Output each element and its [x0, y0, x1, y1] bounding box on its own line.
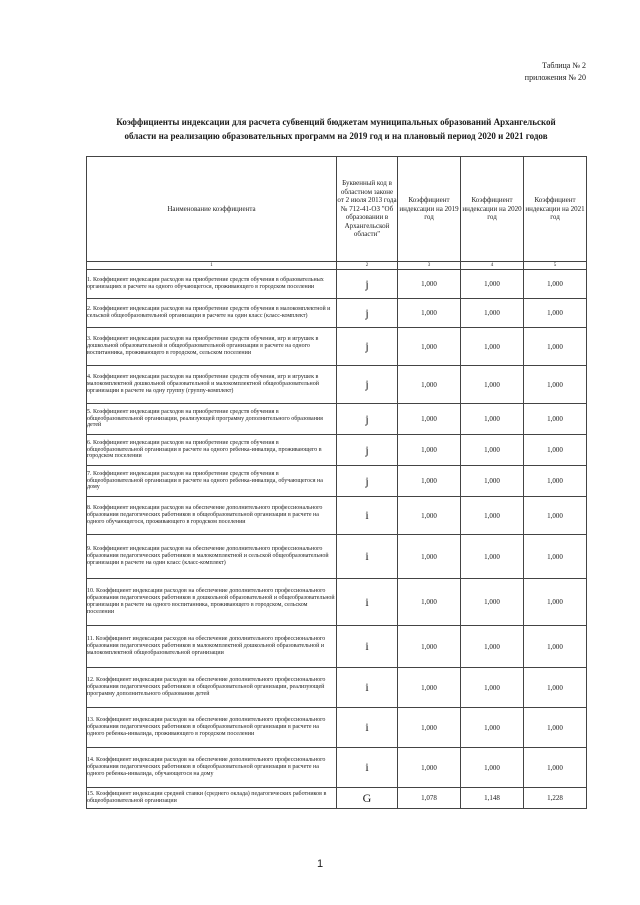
coefficient-name: 3. Коэффициент индексации расходов на приобретение средств обучения, игр и игрушек в дошкольной образовательной и общеобразовательной организации в расчете на одного воспитанника, проживающего в городском, сельском поселении	[87, 328, 337, 366]
column-number: 4	[461, 262, 524, 270]
coefficient-name: 6. Коэффициент индексации расходов на приобретение средств обучения в общеобразовательной организации в расчете на одного ребенка-инвалида, проживающего в городском поселении	[87, 435, 337, 466]
value-2020: 1,000	[461, 626, 524, 668]
table-row	[87, 535, 587, 579]
value-2020: 1,000	[461, 435, 524, 466]
letter-code: j	[337, 270, 398, 299]
coefficient-name: 7. Коэффициент индексации расходов на приобретение средств обучения в общеобразовательной организации в расчете на одного ребенка-инвалида, обучающегося на дому	[87, 466, 337, 497]
column-number: 3	[398, 262, 461, 270]
header-2021: Коэффициент индексации на 2021 год	[524, 157, 587, 262]
table-row	[87, 579, 587, 626]
value-2019: 1,000	[398, 404, 461, 435]
letter-code: i	[337, 535, 398, 579]
value-2021: 1,000	[524, 497, 587, 535]
letter-code: i	[337, 497, 398, 535]
value-2019: 1,000	[398, 497, 461, 535]
value-2021: 1,000	[524, 328, 587, 366]
value-2020: 1,000	[461, 748, 524, 788]
value-2021: 1,000	[524, 626, 587, 668]
coefficient-name: 2. Коэффициент индексации расходов на приобретение средств обучения в малокомплектной и сельской общеобразовательной организации в расчете на один класс (класс-комплект)	[87, 299, 337, 328]
value-2019: 1,000	[398, 328, 461, 366]
header-2020: Коэффициент индексации на 2020 год	[461, 157, 524, 262]
letter-code: j	[337, 435, 398, 466]
value-2020: 1,148	[461, 788, 524, 809]
value-2021: 1,000	[524, 435, 587, 466]
coefficient-name: 8. Коэффициент индексации расходов на обеспечение дополнительного профессионального образования педагогических работников в общеобразовательной организации в расчете на одного обучающегося, проживающего в городском поселении	[87, 497, 337, 535]
coefficient-name: 13. Коэффициент индексации расходов на обеспечение дополнительного профессионального образования педагогических работников в общеобразовательной организации в расчете на одного ребенка-инвалида, проживающего в городском поселении	[87, 708, 337, 748]
column-number: 2	[337, 262, 398, 270]
value-2019: 1,000	[398, 466, 461, 497]
value-2020: 1,000	[461, 299, 524, 328]
appendix-number-label: приложения № 20	[524, 73, 586, 82]
letter-code: i	[337, 579, 398, 626]
value-2021: 1,000	[524, 668, 587, 708]
coefficient-name: 4. Коэффициент индексации расходов на приобретение средств обучения, игр и игрушек в малокомплектной дошкольной образовательной и малокомплектной общеобразовательной организации в расчете на одну группу (группу-комплект)	[87, 366, 337, 404]
table-row	[87, 299, 587, 328]
letter-code: i	[337, 668, 398, 708]
column-number: 5	[524, 262, 587, 270]
table-row	[87, 748, 587, 788]
coefficient-name: 9. Коэффициент индексации расходов на обеспечение дополнительного профессионального образования педагогических работников в малокомплектной и сельской общеобразовательной организации в расчете на один класс (класс-комплект)	[87, 535, 337, 579]
value-2021: 1,000	[524, 299, 587, 328]
value-2019: 1,078	[398, 788, 461, 809]
coefficients-table	[86, 156, 587, 809]
title-line-2: области на реализацию образовательных программ на 2019 год и на плановый период 2020 и 2021 годов	[124, 131, 548, 141]
coefficient-name: 11. Коэффициент индексации расходов на обеспечение дополнительного профессионального образования педагогических работников в малокомплектной дошкольной образовательной и малокомплектной общеобразовательной организации	[87, 626, 337, 668]
letter-code: i	[337, 626, 398, 668]
value-2020: 1,000	[461, 270, 524, 299]
coefficient-name: 14. Коэффициент индексации расходов на обеспечение дополнительного профессионального образования педагогических работников в общеобразовательной организации в расчете на одного ребенка-инвалида, обучающегося на дому	[87, 748, 337, 788]
column-number: 1	[87, 262, 337, 270]
table-row	[87, 788, 587, 809]
value-2021: 1,000	[524, 579, 587, 626]
table-number-label: Таблица № 2	[542, 61, 586, 70]
value-2019: 1,000	[398, 299, 461, 328]
header-code: Буквенный код в областном законе от 2 июля 2013 года № 712-41-ОЗ "Об образовании в Архангельской области"	[337, 157, 398, 262]
value-2020: 1,000	[461, 708, 524, 748]
value-2021: 1,000	[524, 535, 587, 579]
value-2020: 1,000	[461, 668, 524, 708]
letter-code: j	[337, 299, 398, 328]
header-row	[87, 157, 587, 262]
letter-code: i	[337, 748, 398, 788]
table-row	[87, 626, 587, 668]
value-2020: 1,000	[461, 366, 524, 404]
letter-code: j	[337, 404, 398, 435]
value-2021: 1,228	[524, 788, 587, 809]
value-2019: 1,000	[398, 366, 461, 404]
page-number: 1	[316, 858, 324, 870]
value-2019: 1,000	[398, 748, 461, 788]
letter-code: j	[337, 366, 398, 404]
value-2019: 1,000	[398, 668, 461, 708]
coefficient-name: 12. Коэффициент индексации расходов на обеспечение дополнительного профессионального образования педагогических работников в общеобразовательной организации, реализующей программу дополнительного образования детей	[87, 668, 337, 708]
value-2020: 1,000	[461, 404, 524, 435]
value-2021: 1,000	[524, 404, 587, 435]
value-2021: 1,000	[524, 466, 587, 497]
value-2020: 1,000	[461, 579, 524, 626]
value-2020: 1,000	[461, 535, 524, 579]
table-row	[87, 404, 587, 435]
value-2019: 1,000	[398, 535, 461, 579]
coefficient-name: 1. Коэффициент индексации расходов на приобретение средств обучения в образовательных организациях в расчете на одного обучающегося, проживающего в городском поселении	[87, 270, 337, 299]
table-row	[87, 497, 587, 535]
table-row	[87, 366, 587, 404]
value-2019: 1,000	[398, 270, 461, 299]
value-2019: 1,000	[398, 708, 461, 748]
table-row	[87, 708, 587, 748]
table-row	[87, 270, 587, 299]
column-number-row	[87, 262, 587, 270]
table-row	[87, 668, 587, 708]
header-name: Наименование коэффициента	[87, 157, 337, 262]
value-2021: 1,000	[524, 270, 587, 299]
value-2020: 1,000	[461, 497, 524, 535]
document-title	[86, 115, 586, 143]
header-2019: Коэффициент индексации на 2019 год	[398, 157, 461, 262]
value-2020: 1,000	[461, 328, 524, 366]
value-2021: 1,000	[524, 748, 587, 788]
coefficient-name: 10. Коэффициент индексации расходов на обеспечение дополнительного профессионального образования педагогических работников в дошкольной образовательной и общеобразовательной организации в расчете на одного воспитанника, проживающего в городском, сельском поселении	[87, 579, 337, 626]
letter-code: j	[337, 328, 398, 366]
table-row	[87, 435, 587, 466]
coefficient-name: 15. Коэффициент индексации средней ставки (среднего оклада) педагогических работников в общеобразовательной организации	[87, 788, 337, 809]
value-2019: 1,000	[398, 626, 461, 668]
value-2021: 1,000	[524, 366, 587, 404]
letter-code: G	[337, 788, 398, 809]
value-2021: 1,000	[524, 708, 587, 748]
letter-code: j	[337, 466, 398, 497]
value-2020: 1,000	[461, 466, 524, 497]
table-row	[87, 328, 587, 366]
table-row	[87, 466, 587, 497]
coefficient-name: 5. Коэффициент индексации расходов на приобретение средств обучения в общеобразовательной организации, реализующей программу дополнительного образования детей	[87, 404, 337, 435]
value-2019: 1,000	[398, 579, 461, 626]
value-2019: 1,000	[398, 435, 461, 466]
letter-code: i	[337, 708, 398, 748]
table-reference	[525, 60, 586, 84]
title-line-1: Коэффициенты индексации для расчета субвенций бюджетам муниципальных образований Архангельской	[116, 117, 556, 127]
